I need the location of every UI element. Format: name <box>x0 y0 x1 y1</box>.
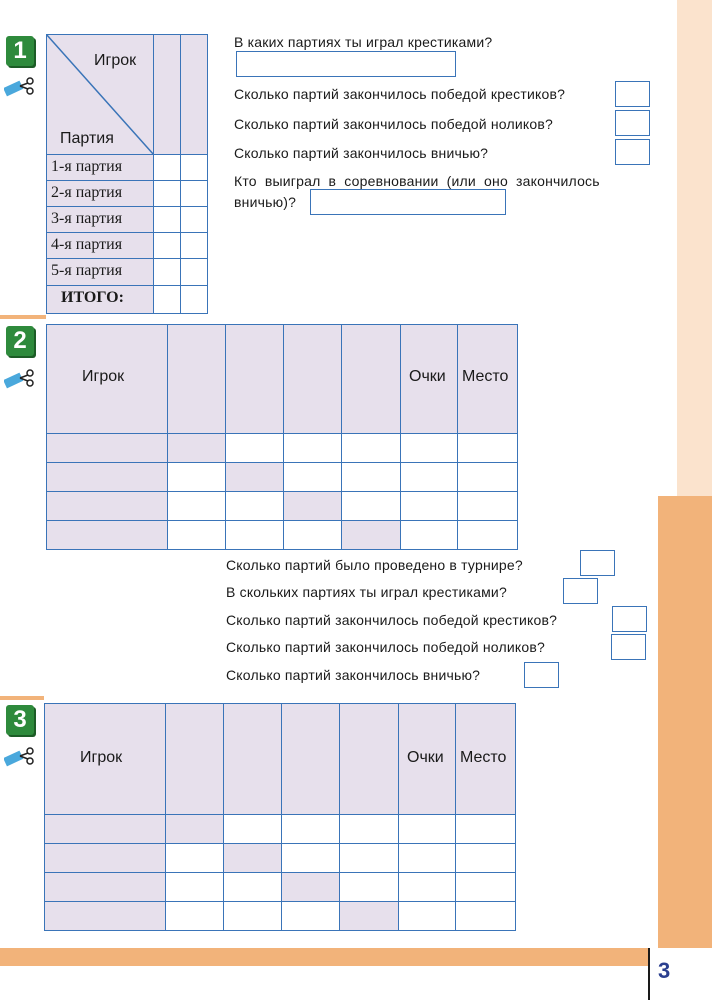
table3-cell[interactable] <box>223 901 282 931</box>
page-edge-right <box>658 496 712 1000</box>
section1-answer-5[interactable] <box>310 189 506 215</box>
table3-header-col <box>281 703 340 815</box>
scissors-icon <box>4 76 34 98</box>
section2-question-1: Сколько партий было проведено в турнире? <box>226 557 523 573</box>
section2-question-2: В скольких партиях ты играл крестиками? <box>226 584 507 600</box>
section1-question-3: Сколько партий закончилось победой ноликов? <box>234 116 553 132</box>
table2-cell[interactable] <box>341 491 401 521</box>
table1-row-label: 4-я партия <box>46 232 154 259</box>
section-2-badge: 2 <box>6 326 34 356</box>
table1-cell[interactable] <box>153 206 181 233</box>
table2-cell[interactable] <box>400 433 458 463</box>
table1-header-player: Игрок <box>94 52 137 69</box>
table1-header-col2 <box>180 34 208 155</box>
table3-player-name-cell[interactable] <box>44 872 166 902</box>
table3-cell[interactable] <box>165 843 224 873</box>
table1-total-cell[interactable] <box>153 285 181 314</box>
table2-cell[interactable] <box>341 433 401 463</box>
table1-cell[interactable] <box>180 180 208 207</box>
table3-cell[interactable] <box>455 814 516 844</box>
table1-cell[interactable] <box>180 232 208 259</box>
table3-self-cell <box>281 872 340 902</box>
table3-header-player: Игрок <box>80 749 123 766</box>
table3-cell[interactable] <box>398 843 456 873</box>
table2-cell[interactable] <box>400 520 458 550</box>
table2-self-cell <box>167 433 226 463</box>
table2 <box>46 324 518 550</box>
section2-answer-4[interactable] <box>611 634 646 660</box>
section2-question-4: Сколько партий закончилось победой ноликов? <box>226 639 545 655</box>
page-number: 3 <box>658 958 671 983</box>
table3-cell[interactable] <box>281 901 340 931</box>
section1-answer-1[interactable] <box>236 51 456 77</box>
table2-self-cell <box>341 520 401 550</box>
table1-row-label: 2-я партия <box>46 180 154 207</box>
table2-header-col <box>341 324 401 434</box>
table2-cell[interactable] <box>225 433 284 463</box>
section1-question-5-line1: Кто выиграл в соревновании (или оно закончилось <box>234 173 600 189</box>
table3-header-col <box>223 703 282 815</box>
table3-cell[interactable] <box>455 843 516 873</box>
table1-row-label: 1-я партия <box>46 154 154 181</box>
table3-cell[interactable] <box>398 872 456 902</box>
table1-total-cell[interactable] <box>180 285 208 314</box>
table1-total-label: ИТОГО: <box>46 285 154 314</box>
table3 <box>44 703 516 931</box>
table3-cell[interactable] <box>455 901 516 931</box>
section2-question-3: Сколько партий закончилось победой крестиков? <box>226 612 558 628</box>
table2-player-name-cell[interactable] <box>46 462 168 492</box>
table2-cell[interactable] <box>225 520 284 550</box>
table2-self-cell <box>283 491 342 521</box>
table3-cell[interactable] <box>165 872 224 902</box>
table3-header-col <box>165 703 224 815</box>
table1-cell[interactable] <box>180 154 208 181</box>
table2-cell[interactable] <box>167 491 226 521</box>
section1-question-5-line2: вничью)? <box>234 194 297 210</box>
section2-answer-3[interactable] <box>612 606 647 632</box>
page-edge-bottom-white <box>338 966 658 1000</box>
table1-header-game: Партия <box>60 130 114 147</box>
table2-cell[interactable] <box>341 462 401 492</box>
table1-cell[interactable] <box>153 258 181 286</box>
table3-cell[interactable] <box>455 872 516 902</box>
table2-header-points: Очки <box>409 368 446 385</box>
table3-cell[interactable] <box>165 901 224 931</box>
section2-answer-1[interactable] <box>580 550 615 576</box>
section2-answer-2[interactable] <box>563 578 598 604</box>
table3-self-cell <box>339 901 399 931</box>
table3-cell[interactable] <box>398 901 456 931</box>
table3-cell[interactable] <box>281 843 340 873</box>
table2-self-cell <box>225 462 284 492</box>
table2-cell[interactable] <box>283 462 342 492</box>
section3-tab-line <box>0 696 44 700</box>
table2-cell[interactable] <box>457 433 518 463</box>
table1-cell[interactable] <box>153 154 181 181</box>
table3-cell[interactable] <box>223 872 282 902</box>
table1-row-label: 5-я партия <box>46 258 154 286</box>
section1-answer-3[interactable] <box>615 110 650 136</box>
table2-cell[interactable] <box>283 433 342 463</box>
scissors-icon <box>4 368 34 390</box>
table2-cell[interactable] <box>400 462 458 492</box>
page-edge-bottom <box>0 948 712 966</box>
table3-header-place: Место <box>460 749 507 766</box>
table2-cell[interactable] <box>457 520 518 550</box>
table1-cell[interactable] <box>180 258 208 286</box>
table2-header-place: Место <box>462 368 509 385</box>
table2-header-player: Игрок <box>82 368 125 385</box>
section-1-badge: 1 <box>6 36 34 66</box>
table3-self-cell <box>223 843 282 873</box>
table3-self-cell <box>165 814 224 844</box>
table2-cell[interactable] <box>457 462 518 492</box>
table3-cell[interactable] <box>223 814 282 844</box>
table2-header-col <box>225 324 284 434</box>
section1-question-4: Сколько партий закончилось вничью? <box>234 145 489 161</box>
table3-header-points: Очки <box>407 749 444 766</box>
table2-cell[interactable] <box>167 520 226 550</box>
table2-cell[interactable] <box>400 491 458 521</box>
table3-cell[interactable] <box>398 814 456 844</box>
section1-answer-4[interactable] <box>615 139 650 165</box>
section1-question-2: Сколько партий закончилось победой крестиков? <box>234 86 566 102</box>
table3-header-col <box>339 703 399 815</box>
section2-tab-line <box>0 315 46 319</box>
table1-cell[interactable] <box>153 180 181 207</box>
table1-header-col1 <box>153 34 181 155</box>
table2-header-col <box>167 324 226 434</box>
page-edge-top-right <box>677 0 712 500</box>
section2-question-5: Сколько партий закончилось вничью? <box>226 667 481 683</box>
table1-cell[interactable] <box>180 206 208 233</box>
section1-question-1: В каких партиях ты играл крестиками? <box>234 34 493 50</box>
table3-player-name-cell[interactable] <box>44 814 166 844</box>
section-3-badge: 3 <box>6 705 34 735</box>
table3-cell[interactable] <box>339 872 399 902</box>
table2-cell[interactable] <box>225 491 284 521</box>
table2-player-name-cell[interactable] <box>46 433 168 463</box>
table3-cell[interactable] <box>339 814 399 844</box>
section2-answer-5[interactable] <box>524 662 559 688</box>
table2-cell[interactable] <box>283 520 342 550</box>
table2-player-name-cell[interactable] <box>46 520 168 550</box>
table3-player-name-cell[interactable] <box>44 901 166 931</box>
table2-cell[interactable] <box>457 491 518 521</box>
table3-cell[interactable] <box>281 814 340 844</box>
table1-cell[interactable] <box>153 232 181 259</box>
table1-row-label: 3-я партия <box>46 206 154 233</box>
table2-cell[interactable] <box>167 462 226 492</box>
table3-player-name-cell[interactable] <box>44 843 166 873</box>
table2-header-col <box>283 324 342 434</box>
table2-player-name-cell[interactable] <box>46 491 168 521</box>
scissors-icon <box>4 746 34 768</box>
table3-cell[interactable] <box>339 843 399 873</box>
section1-answer-2[interactable] <box>615 81 650 107</box>
